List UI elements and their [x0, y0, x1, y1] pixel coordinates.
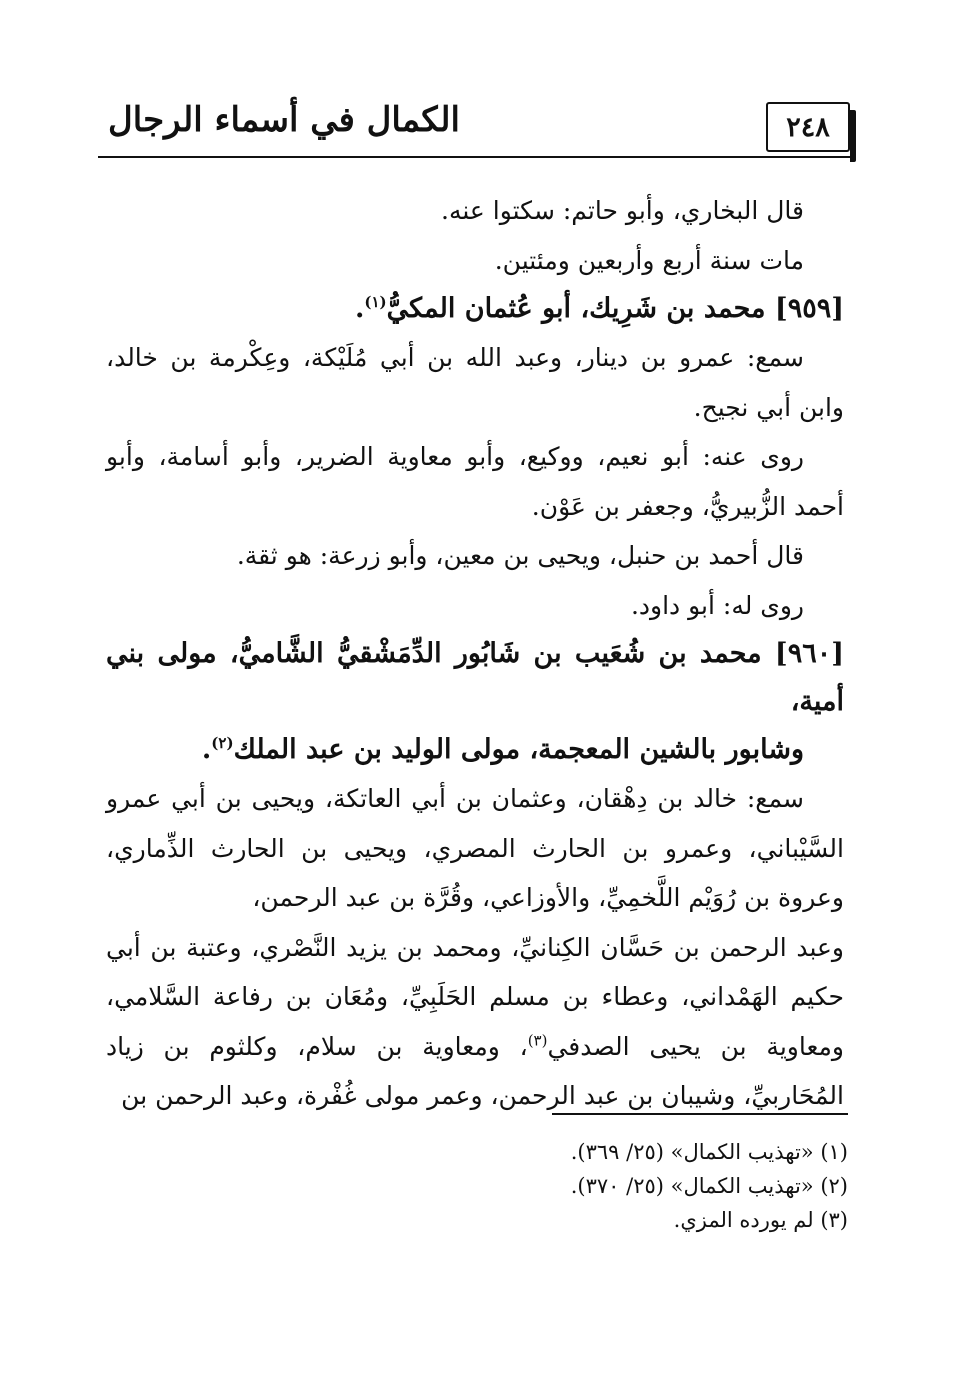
running-title: الكمال في أسماء الرجال	[108, 100, 460, 140]
entry-paragraph: قال أحمد بن حنبل، ويحيى بن معين، وأبو زرعة: هو ثقة.	[236, 541, 804, 570]
entry-title-cont: وشابور بالشين المعجمة، مولى الوليد بن عبد الملك	[233, 734, 804, 765]
entry-title: محمد بن شُعَيب بن شَابُور الدِّمَشْقيُّ الشَّاميُّ، مولى بني أمية،	[106, 638, 844, 717]
footnote-rule	[552, 1113, 848, 1115]
paragraph-text: وعبد الرحمن بن حَسَّان الكِنانيِّ، ومحمد بن يزيد النَّصْري، وعتبة بن أبي حكيم الهَمْداني، وعطاء بن مسلم الحَلَبِيِّ، ومُعَان بن رفاعة السَّلامي، ومعاوية بن يحيى الصدفي	[106, 932, 844, 1061]
entry-heading-959	[106, 285, 844, 333]
footnote-ref: (٢)	[211, 734, 234, 752]
text-line: قال البخاري، وأبو حاتم: سكتوا عنه.	[441, 196, 804, 225]
footnote: (٢) «تهذيب الكمال» (٢٥/ ٣٧٠).	[570, 1174, 848, 1198]
footnote: (١) «تهذيب الكمال» (٢٥/ ٣٦٩).	[570, 1140, 848, 1164]
header-rule	[98, 156, 850, 158]
page-header	[98, 86, 850, 160]
page-number-box	[766, 102, 850, 152]
entry-paragraph: سمع: عمرو بن دينار، وعبد الله بن أبي مُلَيْكة، وعِكْرمة بن خالد، وابن أبي نجيح.	[106, 343, 844, 422]
footnotes	[400, 1135, 848, 1237]
footnote-ref: (١)	[364, 293, 387, 311]
paragraph-text: ، ومعاوية بن سلام، وكلثوم بن زياد المُحَاربيِّ، وشيبان بن عبد الرحمن، وعمر مولى غُفْرة، وعبد الرحمن بن	[106, 1031, 844, 1110]
page-number: ٢٤٨	[786, 111, 830, 143]
entry-paragraph: سمع: خالد بن دِهْقان، وعثمان بن أبي العاتكة، ويحيى بن أبي عمرو السَّيْباني، وعمرو بن الحارث المصري، ويحيى بن الحارث الذِّماري، وعروة بن رُوَيْم اللَّخمِيِّ، والأوزاعي، وقُرَّة بن عبد الرحمن،	[106, 784, 844, 912]
entry-end: .	[201, 734, 212, 765]
main-text	[106, 186, 844, 1121]
footnote-ref: (٣)	[527, 1031, 548, 1050]
footnote: (٣) لم يورده المزي.	[673, 1208, 848, 1232]
entry-paragraph: روى عنه: أبو نعيم، ووكيع، وأبو معاوية الضرير، وأبو أسامة، وأبو أحمد الزُّبيريُّ، وجعفر بن عَوْن.	[106, 442, 844, 521]
entry-paragraph: روى له: أبو داود.	[630, 590, 804, 620]
entry-paragraph	[106, 923, 844, 1121]
entry-end: .	[354, 293, 365, 324]
entry-number: [٩٦٠]	[774, 638, 844, 669]
entry-heading-960	[106, 630, 844, 726]
entry-number: [٩٥٩]	[774, 293, 844, 324]
entry-heading-960-cont	[106, 726, 844, 774]
text-line: مات سنة أربع وأربعين ومئتين.	[494, 245, 804, 275]
entry-title: محمد بن شَرِيك، أبو عُثمان المكيُّ	[386, 293, 766, 324]
